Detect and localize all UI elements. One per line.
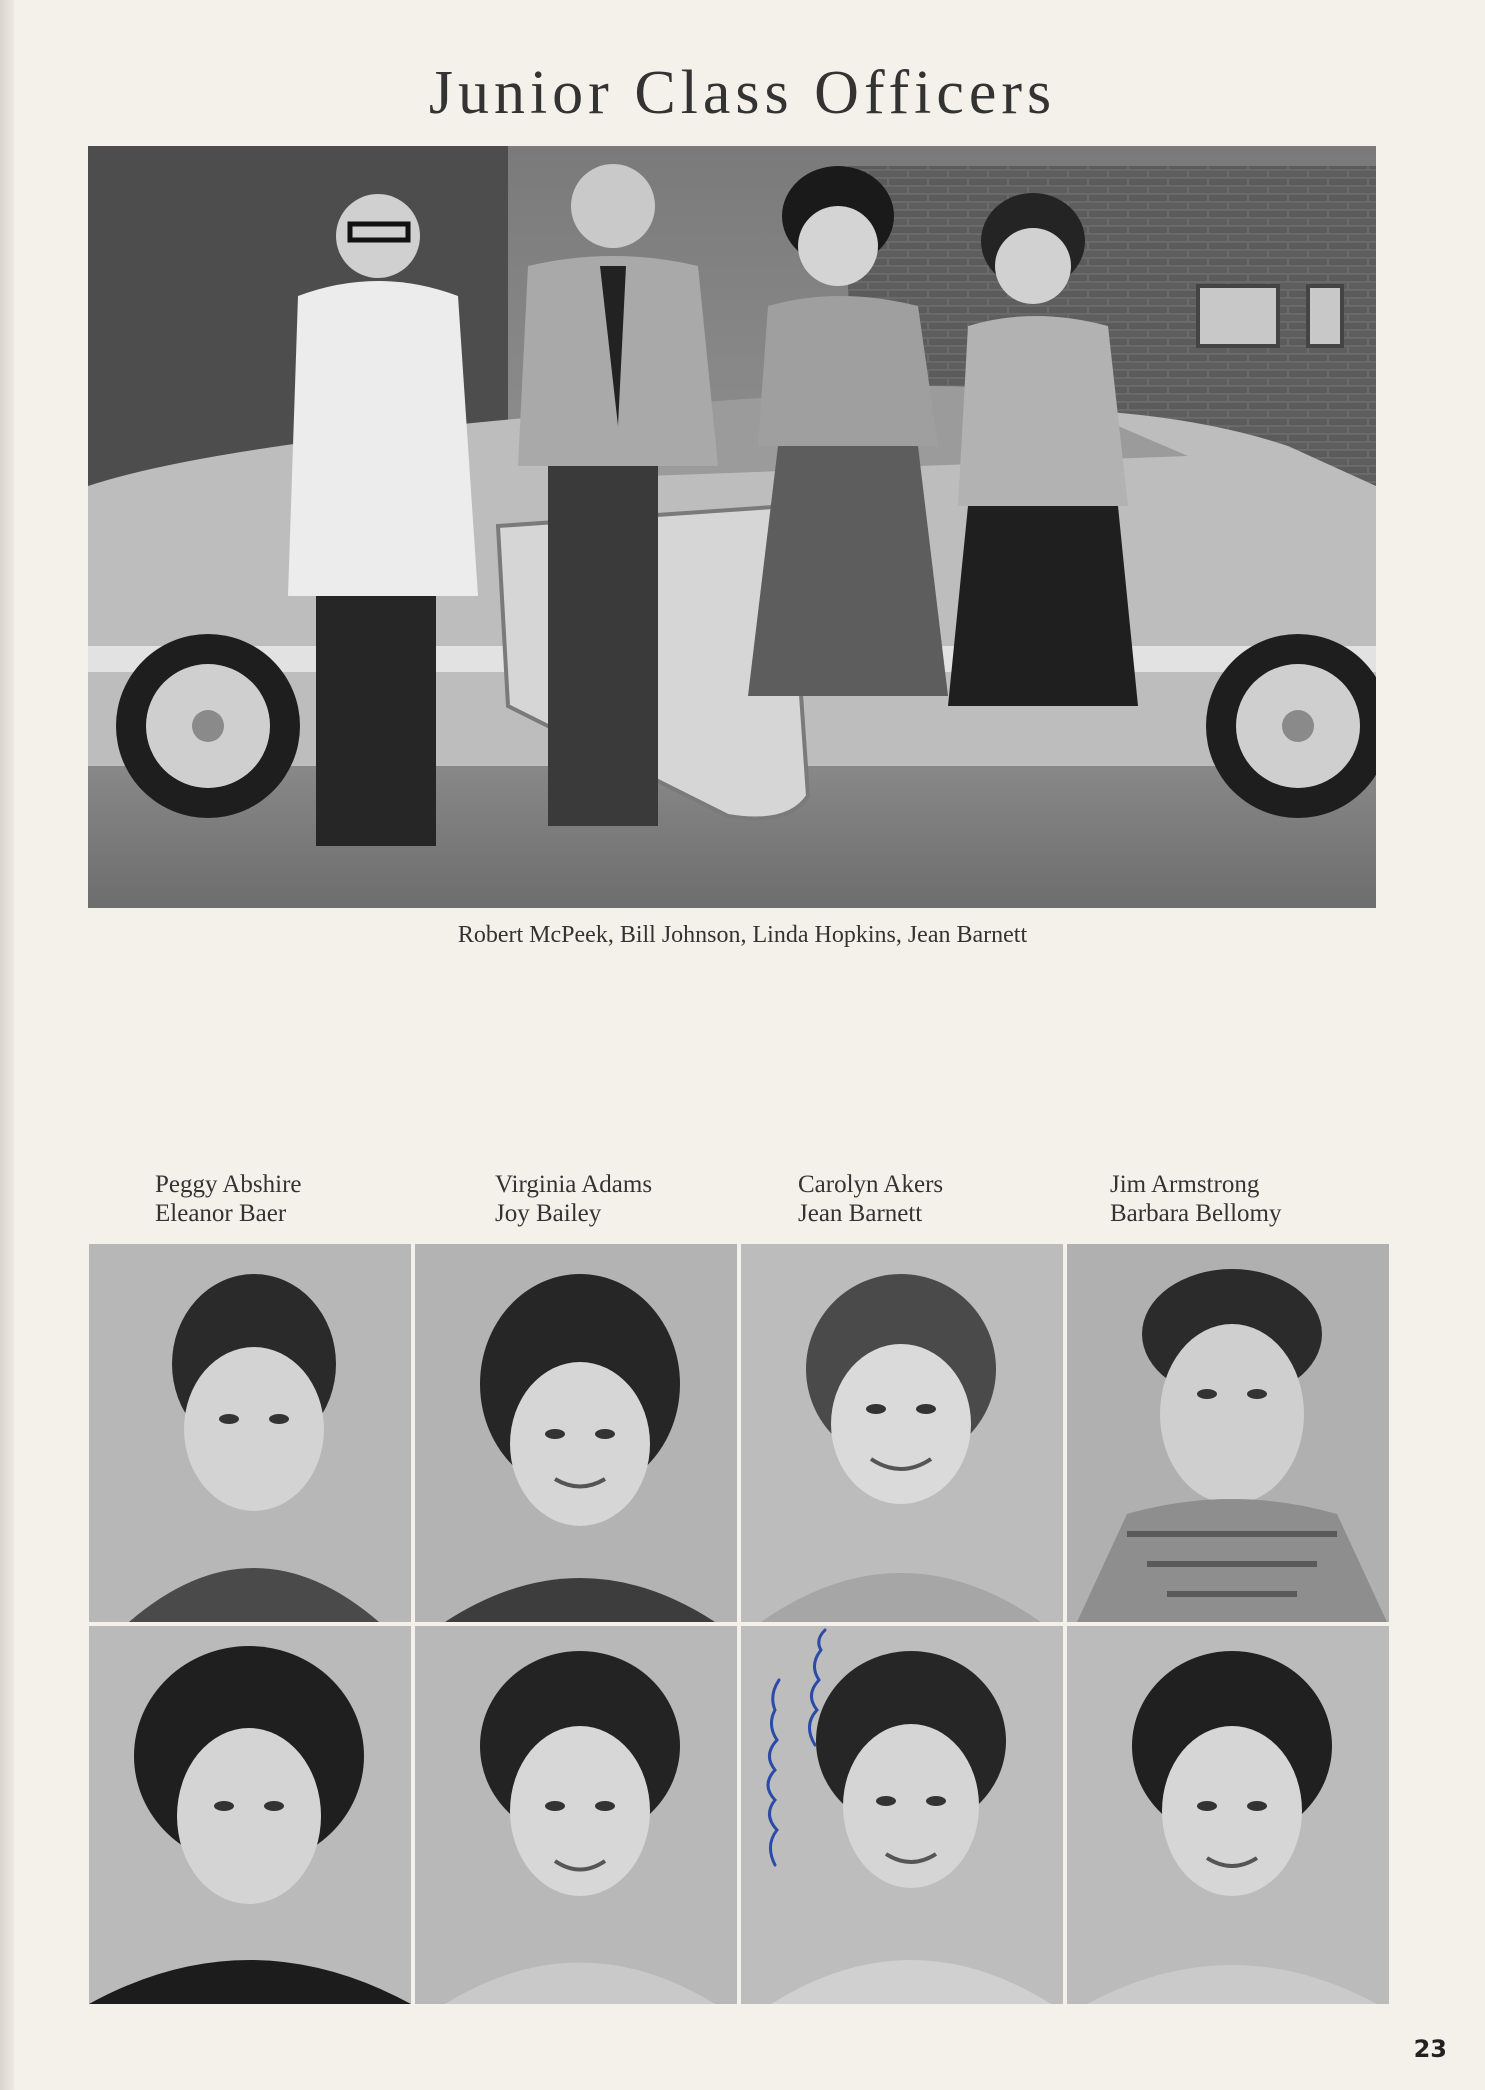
name-top: Jim Armstrong — [1110, 1171, 1260, 1198]
name-column-2 — [495, 1170, 652, 1228]
portrait-peggy-abshire — [89, 1244, 411, 1622]
page-edge — [0, 0, 14, 2090]
page-title: Junior Class Officers — [428, 59, 1057, 127]
portrait-eleanor-baer — [89, 1626, 411, 2004]
name-bottom: Eleanor Baer — [155, 1200, 287, 1227]
portrait-virginia-adams — [415, 1244, 737, 1622]
name-top: Virginia Adams — [495, 1171, 653, 1198]
name-bottom: Joy Bailey — [495, 1200, 602, 1227]
officers-caption: Robert McPeek, Bill Johnson, Linda Hopkins, Jean Barnett — [457, 922, 1028, 948]
name-column-3 — [798, 1170, 943, 1228]
portrait-jim-armstrong — [1067, 1244, 1389, 1622]
name-bottom: Jean Barnett — [798, 1200, 923, 1227]
name-top: Carolyn Akers — [798, 1171, 944, 1198]
name-top: Peggy Abshire — [155, 1171, 302, 1198]
portrait-carolyn-akers — [741, 1244, 1063, 1622]
name-column-4 — [1110, 1170, 1281, 1228]
portrait-joy-bailey — [415, 1626, 737, 2004]
name-column-1 — [155, 1170, 302, 1228]
portrait-barbara-bellomy — [1067, 1626, 1389, 2004]
officers-photo — [88, 146, 1376, 908]
page-number: 23 — [1413, 2035, 1447, 2063]
name-bottom: Barbara Bellomy — [1110, 1200, 1282, 1227]
handwritten-signature — [735, 1625, 845, 1875]
